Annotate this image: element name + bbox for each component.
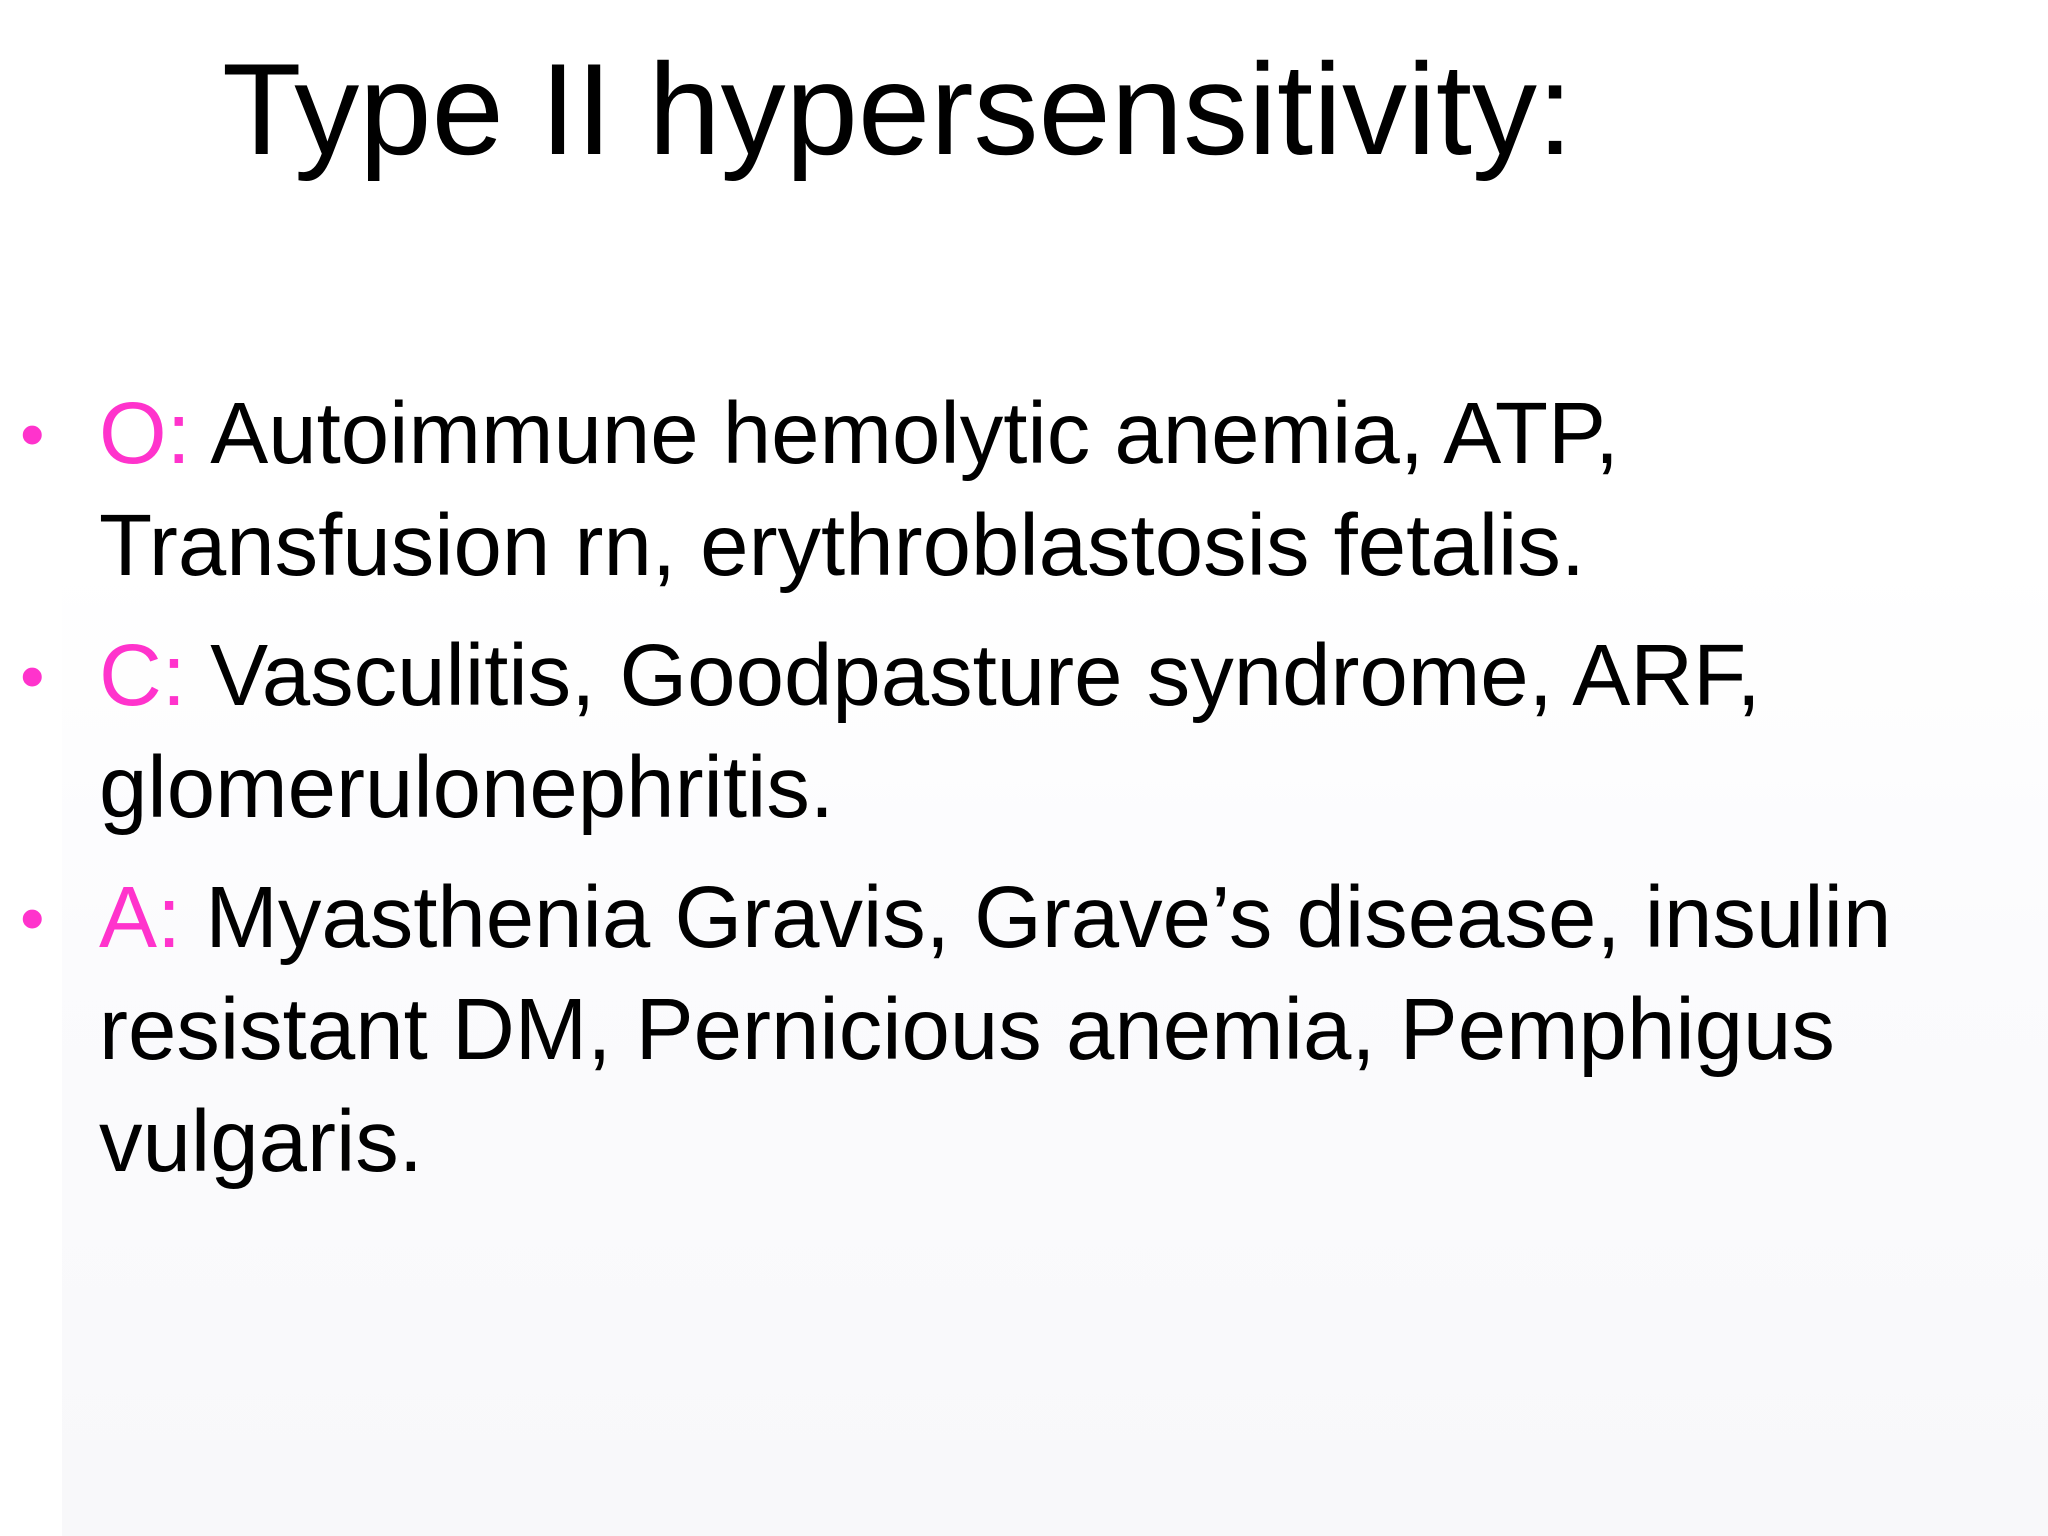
bullet-dot-icon: •	[20, 395, 45, 473]
bullet-list	[0, 378, 2030, 1216]
bullet-item-a	[0, 862, 2030, 1198]
bullet-dot-icon: •	[20, 879, 45, 957]
bullet-key-a: A:	[99, 869, 182, 966]
slide-title: Type II hypersensitivity:	[222, 36, 1574, 182]
bullet-key-c: C:	[99, 627, 186, 724]
bullet-key-o: O:	[99, 385, 191, 482]
bullet-item-o	[0, 378, 2030, 602]
bullet-text-o: Autoimmune hemolytic anemia, ATP, Transfusion rn, erythroblastosis fetalis.	[99, 385, 1619, 594]
bullet-text-c: Vasculitis, Goodpasture syndrome, ARF, glomerulonephritis.	[99, 627, 1761, 836]
bullet-text-a: Myasthenia Gravis, Grave’s disease, insulin resistant DM, Pernicious anemia, Pemphigus vulgaris.	[99, 869, 1892, 1190]
bullet-dot-icon: •	[20, 637, 45, 715]
bullet-item-c	[0, 620, 2030, 844]
